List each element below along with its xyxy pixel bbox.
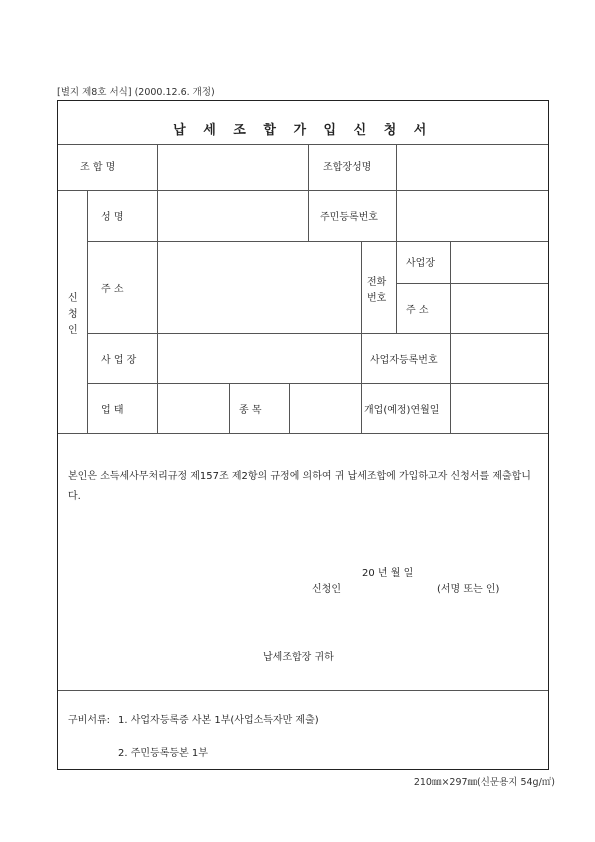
row-divider	[58, 190, 548, 191]
row-divider	[58, 433, 548, 434]
open-date-label: 개업(예정)연월일	[364, 405, 440, 416]
row-divider	[58, 690, 548, 691]
attachment-item-2: 2. 주민등록등본 1부	[118, 748, 208, 759]
sign-hint: (서명 또는 인)	[437, 584, 500, 595]
statement-text: 본인은 소득세사무처리규정 제157조 제2항의 규정에 의하여 귀 납세조합에 가입하고자 신청서를 제출합니다.	[68, 471, 531, 502]
col-divider	[396, 241, 397, 333]
col-divider	[157, 144, 158, 433]
resident-no-label: 주민등록번호	[320, 212, 378, 223]
application-form	[57, 100, 549, 770]
phone-label-2: 번호	[367, 293, 387, 304]
attachments-label: 구비서류:	[68, 715, 111, 726]
applicant-label-3: 인	[68, 325, 78, 336]
form-caption: [별지 제8호 서식] (2000.12.6. 개정)	[57, 87, 215, 98]
col-divider	[450, 383, 451, 433]
form-title: 납 세 조 합 가 입 신 청 서	[173, 123, 433, 138]
applicant-label-2: 청	[68, 309, 78, 320]
applicant-label-1: 신	[68, 293, 78, 304]
col-divider	[308, 144, 309, 241]
workplace-label: 사 업 장	[101, 355, 137, 366]
col-divider	[450, 333, 451, 383]
business-type-label: 업 태	[101, 405, 124, 416]
col-divider	[396, 144, 397, 241]
row-divider	[58, 144, 548, 145]
col-divider	[361, 241, 362, 433]
biz-reg-no-label: 사업자등록번호	[370, 355, 438, 366]
workplace-phone-label: 사업장	[406, 258, 435, 269]
attachment-item-1: 1. 사업자등록증 사본 1부(사업소득자만 제출)	[118, 715, 319, 726]
phone-label-1: 전화	[367, 277, 387, 288]
addressee: 납세조합장 귀하	[263, 652, 334, 663]
signer-label: 신청인	[312, 584, 341, 595]
col-divider	[229, 383, 230, 433]
address-label: 주 소	[101, 284, 124, 295]
address-phone-label: 주 소	[406, 305, 429, 316]
col-divider	[289, 383, 290, 433]
paper-spec: 210㎜×297㎜(신문용지 54g/㎡)	[413, 777, 555, 788]
col-divider	[450, 241, 451, 333]
col-divider	[87, 190, 88, 433]
chief-name-label: 조합장성명	[323, 162, 372, 173]
date-line: 20 년 월 일	[362, 568, 414, 579]
name-label: 성 명	[101, 212, 124, 223]
row-divider	[396, 283, 548, 284]
union-name-label: 조 합 명	[80, 162, 116, 173]
item-label: 종 목	[239, 405, 262, 416]
